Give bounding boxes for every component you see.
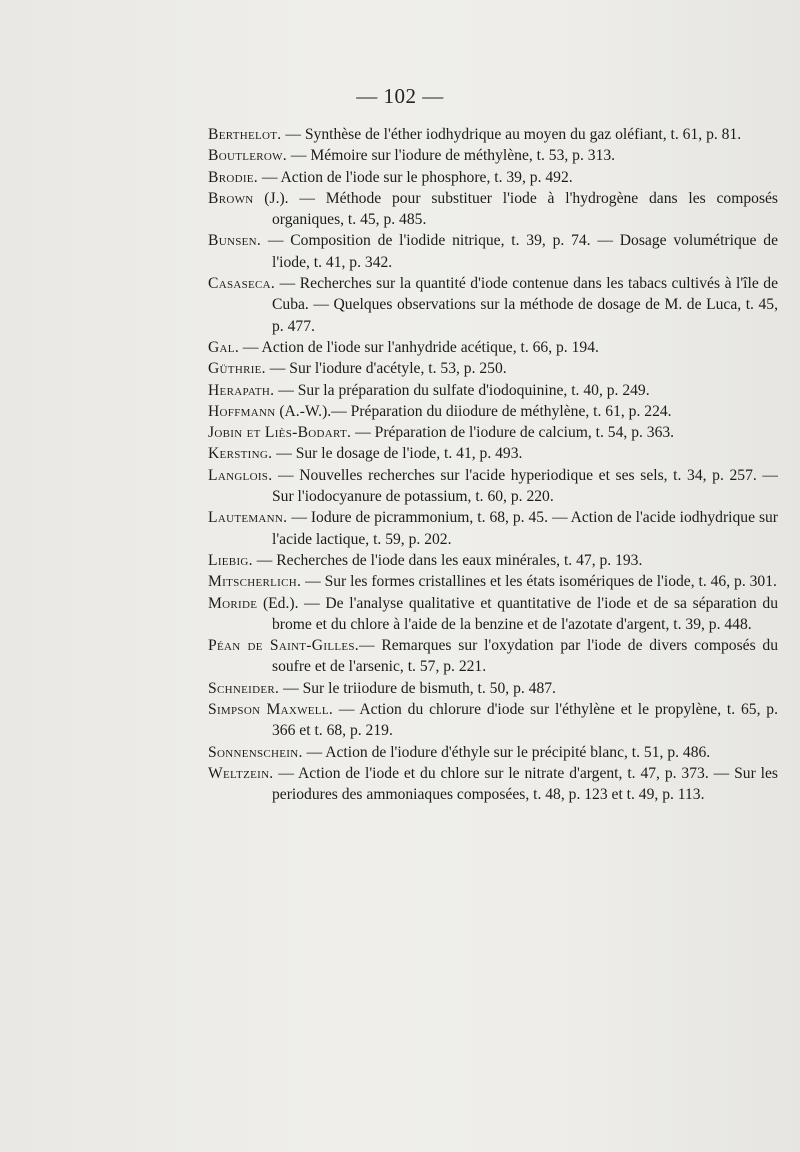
bibliography-entry [208, 678, 778, 699]
entry-author: Casaseca. [208, 275, 276, 293]
entry-author: Kersting. [208, 445, 273, 463]
entry-text: — Iodure de picrammonium, t. 68, p. 45. — Action de l'acide iodhydrique sur l'acide lactique, t. 59, p. 202. [272, 509, 778, 548]
bibliography-entry [208, 124, 778, 145]
bibliography-entry [208, 188, 778, 231]
bibliography-entry [208, 230, 778, 273]
entry-text: — Préparation de l'iodure de calcium, t. 54, p. 363. [351, 424, 675, 442]
bibliography-entry [208, 422, 778, 443]
bibliography-entry [208, 380, 778, 401]
bibliography-entry [208, 699, 778, 742]
entry-text: — Mémoire sur l'iodure de méthylène, t. 53, p. 313. [287, 147, 616, 165]
entry-author: Herapath. [208, 381, 275, 399]
entry-text: — Composition de l'iodide nitrique, t. 39, p. 74. — Dosage volumétrique de l'iode, t. 41, p. 342. [261, 232, 778, 271]
entry-text: — Recherches sur la quantité d'iode contenue dans les tabacs cultivés à l'île de Cuba. — Quelques observations sur la méthode de dosage de M. de Luca, t. 45, p. 477. [272, 275, 778, 335]
entry-text: (Ed.). — De l'analyse qualitative et quantitative de l'iode et de sa séparation du brome et du chlore à l'aide de la benzine et de l'azotate d'argent, t. 39, p. 448. [257, 594, 778, 633]
bibliography-entry [208, 401, 778, 422]
entry-author: Liebig. [208, 551, 253, 569]
entry-author: Bunsen. [208, 232, 262, 250]
entry-text: — Action de l'iode sur l'anhydride acétique, t. 66, p. 194. [239, 338, 599, 356]
entry-author: Weltzein. [208, 764, 274, 782]
entry-author: Güthrie. [208, 360, 266, 378]
entry-text: — Action de l'iode et du chlore sur le nitrate d'argent, t. 47, p. 373. — Sur les periodures des ammoniaques composées, t. 48, p. 123 et t. 49, p. 113. [272, 764, 778, 804]
bibliography-entry [208, 550, 778, 571]
bibliography-entry [208, 593, 778, 636]
entry-text: (A.-W.).— Préparation du diiodure de méthylène, t. 61, p. 224. [275, 402, 672, 420]
bibliography-entry [208, 167, 778, 188]
entry-author: Jobin et Liès-Bodart. [208, 424, 352, 442]
bibliography-entry [208, 273, 778, 337]
bibliography-entry [208, 337, 778, 358]
bibliography-entry [208, 443, 778, 464]
entry-author: Schneider. [208, 679, 280, 697]
entry-author: Hoffmann [208, 402, 276, 420]
entry-text: (J.). — Méthode pour substituer l'iode à l'hydrogène dans les composés organiques, t. 45, p. 485. [253, 189, 778, 229]
entry-text: — Remarques sur l'oxydation par l'iode de divers composés du soufre et de l'arsenic, t. 57, p. 221. [272, 637, 778, 676]
entry-author: Mitscherlich. [208, 573, 302, 591]
bibliography-entry [208, 358, 778, 379]
entry-author: Brodie. [208, 168, 259, 186]
bibliography-list [208, 124, 778, 806]
entry-author: Berthelot. [208, 126, 282, 143]
entry-text: — Action de l'iode sur le phosphore, t. 39, p. 492. [258, 168, 573, 186]
entry-text: — Action du chlorure d'iode sur l'éthylène et le propylène, t. 65, p. 366 et t. 68, p. 219. [272, 701, 778, 740]
entry-author: Boutlerow. [208, 147, 288, 165]
entry-text: — Nouvelles recherches sur l'acide hyperiodique et ses sels, t. 34, p. 257. — Sur l'iodocyanure de potassium, t. 60, p. 220. [272, 466, 778, 506]
bibliography-entry [208, 465, 778, 508]
entry-text: — Action de l'iodure d'éthyle sur le précipité blanc, t. 51, p. 486. [302, 743, 711, 761]
bibliography-entry [208, 571, 778, 592]
entry-author: Simpson Maxwell. [208, 701, 334, 719]
bibliography-entry [208, 635, 778, 678]
entry-text: — Sur les formes cristallines et les états isomériques de l'iode, t. 46, p. 301. [301, 573, 777, 591]
entry-text: — Synthèse de l'éther iodhydrique au moyen du gaz oléfiant, t. 61, p. 81. [281, 126, 742, 143]
entry-author: Brown [208, 189, 254, 207]
entry-author: Sonnenschein. [208, 743, 303, 761]
entry-author: Gal. [208, 338, 240, 356]
bibliography-entry [208, 742, 778, 763]
entry-author: Lautemann. [208, 509, 288, 527]
entry-author: Péan de Saint-Gilles. [208, 637, 359, 655]
entry-text: — Sur la préparation du sulfate d'iodoquinine, t. 40, p. 249. [274, 381, 650, 399]
bibliography-entry [208, 507, 778, 550]
entry-text: — Sur l'iodure d'acétyle, t. 53, p. 250. [265, 360, 507, 378]
entry-text: — Sur le dosage de l'iode, t. 41, p. 493. [272, 445, 523, 463]
entry-author: Moride [208, 594, 258, 612]
entry-text: — Recherches de l'iode dans les eaux minérales, t. 47, p. 193. [252, 551, 643, 569]
bibliography-entry [208, 145, 778, 166]
bibliography-entry [208, 763, 778, 806]
entry-author: Langlois. [208, 466, 273, 484]
page-number: — 102 — [356, 84, 444, 108]
entry-text: — Sur le triiodure de bismuth, t. 50, p. 487. [279, 679, 556, 697]
